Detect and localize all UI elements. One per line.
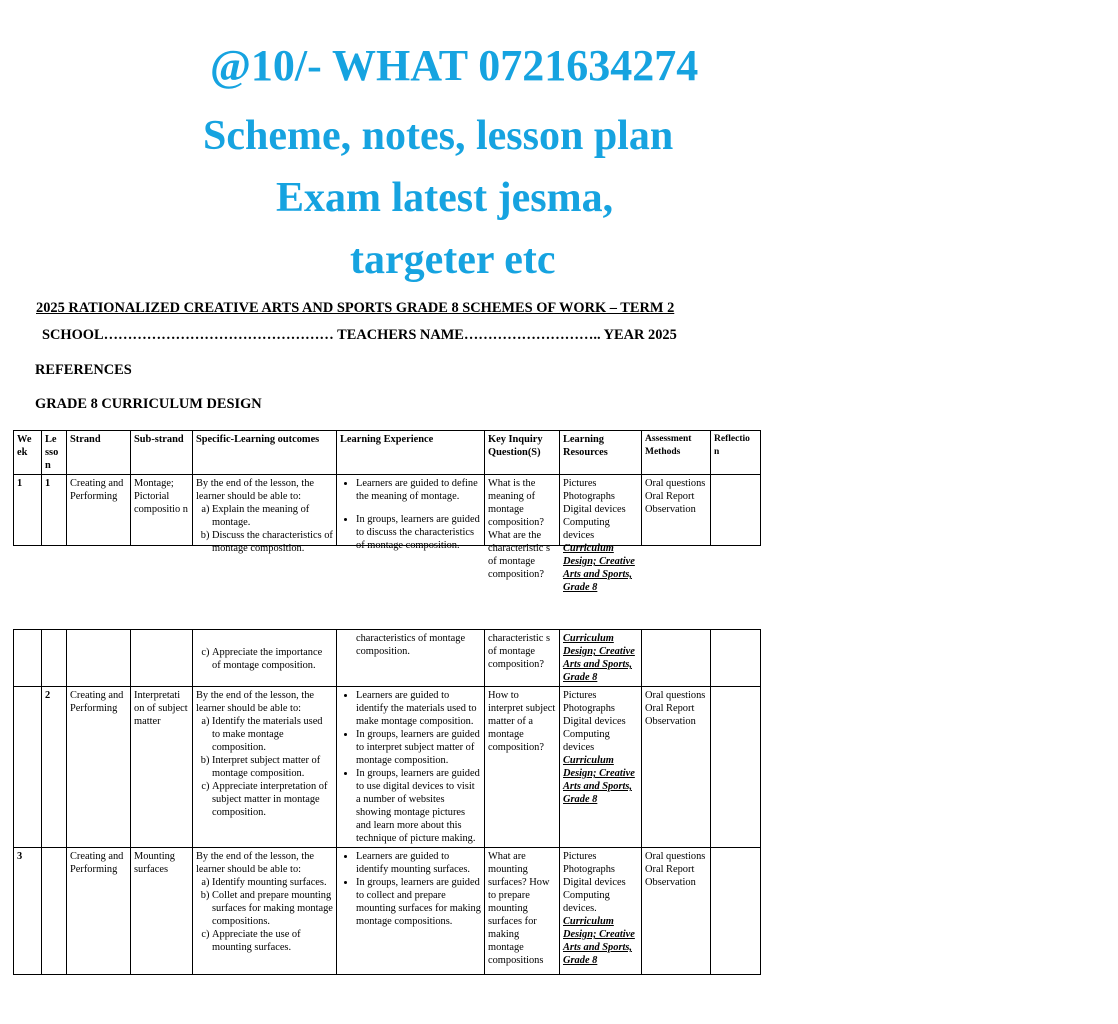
outcome-item: a. Identify the materials used to make montage composition. [212,715,333,754]
outcomes-cell [193,848,337,975]
curriculum-reference: Curriculum Design; Creative Arts and Sports, Grade 8 [563,633,635,683]
strand-cell [67,630,131,687]
experience-item: • Learners are guided to identify the materials used to make montage composition. [356,689,481,728]
assessment-item: Oral Report [645,864,695,875]
school-line: SCHOOL………………………………………… TEACHERS NAME……………………….. YEAR 2025 [42,327,677,343]
lesson-cell: 1 [42,475,67,546]
assessment-item: Oral questions [645,690,706,701]
experience-item: • In groups, learners are guided to use digital devices to visit a number of websites showing montage pictures and learn more about this technique of picture making. [356,767,481,845]
inquiry-continued: characteristic s of montage composition? [488,633,551,670]
substrand-cell [131,630,193,687]
week-cell: 1 [14,475,42,546]
resource-item: Computing devices. [563,890,610,914]
strand-cell: Creating and Performing [67,687,131,848]
inquiry-cell [485,475,560,580]
experience-cell [337,475,485,551]
header-week: We ek [14,431,42,475]
header-outcomes: Specific-Learning outcomes [193,431,337,475]
inquiry-cell [485,848,560,975]
substrand-cell: Mounting surfaces [131,848,193,975]
table-row [14,687,761,848]
assessment-cell [642,848,711,975]
outcome-item: b. Discuss the characteristics of montage composition. [212,529,333,555]
substrand-cell: Interpretati on of subject matter [131,687,193,848]
inquiry-text: What are mounting surfaces? How to prepare mounting surfaces for making montage compositions [488,851,550,966]
curriculum-design-heading: GRADE 8 CURRICULUM DESIGN [35,396,262,412]
table-row [14,848,761,975]
header-resources: Learning Resources [560,431,642,475]
experience-cell [337,848,485,975]
strand-cell: Creating and Performing [67,848,131,975]
table-row [14,630,761,687]
resource-item: Photographs [563,703,615,714]
assessment-item: Observation [645,716,696,727]
lesson-cell [42,848,67,975]
assessment-cell [642,687,711,848]
outcomes-intro: By the end of the lesson, the learner should be able to: [196,690,315,714]
table-header-row [14,431,761,475]
reflection-cell [711,687,761,848]
header-inquiry: Key Inquiry Question(S) [485,431,560,475]
ad-line-offer: Scheme, notes, lesson plan [203,113,674,159]
assessment-item: Observation [645,504,696,515]
ad-line-exam: Exam latest jesma, [276,175,614,221]
outcome-item: c. Appreciate interpretation of subject matter in montage composition. [212,780,333,819]
resource-item: Photographs [563,864,615,875]
outcomes-cell [193,630,337,687]
references-heading: REFERENCES [35,362,132,378]
document-title: 2025 RATIONALIZED CREATIVE ARTS AND SPORTS GRADE 8 SCHEMES OF WORK – TERM 2 [36,300,675,316]
assessment-cell [642,475,711,546]
resource-item: Computing devices [563,517,610,541]
assessment-item: Oral Report [645,703,695,714]
assessment-item: Oral Report [645,491,695,502]
resources-cell [560,475,642,593]
experience-item: • In groups, learners are guided to discuss the characteristics of montage composition. [356,513,481,552]
substrand-cell: Montage; Pictorial compositio n [131,475,193,546]
assessment-item: Observation [645,877,696,888]
experience-item: • In groups, learners are guided to interpret subject matter of montage composition. [356,728,481,767]
scheme-table-page-1 [13,430,761,593]
resources-cell [560,687,642,848]
experience-item: • In groups, learners are guided to collect and prepare mounting surfaces for making montage compositions. [356,876,481,928]
experience-item: • Learners are guided to identify mounting surfaces. [356,850,481,876]
inquiry-text: What is the meaning of montage composition? What are the characteristic s of montage composition? [488,478,551,580]
assessment-cell [642,630,711,687]
lesson-cell: 2 [42,687,67,848]
resource-item: Pictures [563,478,597,489]
header-lesson: Le sso n [42,431,67,475]
outcomes-cell [193,475,337,554]
ad-line-more: targeter etc [350,237,556,283]
reflection-cell [711,630,761,687]
reflection-cell [711,475,761,546]
header-experience: Learning Experience [337,431,485,475]
header-reflection: Reflectio n [711,431,761,475]
inquiry-cell [485,630,560,687]
outcome-item: c. Appreciate the use of mounting surfaces. [212,928,333,954]
header-strand: Strand [67,431,131,475]
inquiry-cell: How to interpret subject matter of a montage composition? [485,687,560,848]
scheme-table-page-2 [13,629,761,975]
experience-item: • Learners are guided to define the meaning of montage. [356,477,481,503]
curriculum-reference: Curriculum Design; Creative Arts and Sports, Grade 8 [563,916,635,966]
assessment-item: Oral questions [645,851,706,862]
week-cell [14,630,42,687]
outcome-item: a. Identify mounting surfaces. [212,876,333,889]
resource-item: Pictures [563,690,597,701]
week-cell [14,687,42,848]
week-cell: 3 [14,848,42,975]
lesson-cell [42,630,67,687]
resource-item: Computing devices [563,729,610,753]
resource-item: Digital devices [563,716,626,727]
curriculum-reference: Curriculum Design; Creative Arts and Sports, Grade 8 [563,755,635,805]
experience-cell [337,630,485,687]
outcomes-cell [193,687,337,848]
experience-continued: characteristics of montage composition. [356,633,466,657]
table-row [14,475,761,546]
assessment-item: Oral questions [645,478,706,489]
resources-cell [560,630,642,687]
header-substrand: Sub-strand [131,431,193,475]
curriculum-reference: Curriculum Design; Creative Arts and Sports, Grade 8 [563,543,635,593]
resource-item: Photographs [563,491,615,502]
outcome-item: b. Collet and prepare mounting surfaces for making montage compositions. [212,889,333,928]
resource-item: Pictures [563,851,597,862]
outcome-item: b. Interpret subject matter of montage composition. [212,754,333,780]
experience-cell [337,687,485,848]
outcomes-intro: By the end of the lesson, the learner should be able to: [196,851,315,875]
resource-item: Digital devices [563,504,626,515]
outcome-item: a. Explain the meaning of montage. [212,503,333,529]
reflection-cell [711,848,761,975]
resource-item: Digital devices [563,877,626,888]
strand-cell: Creating and Performing [67,475,131,546]
outcomes-intro: By the end of the lesson, the learner should be able to: [196,478,315,502]
ad-line-phone: @10/- WHAT 0721634274 [210,41,699,90]
resources-cell [560,848,642,975]
header-assessment: Assessment Methods [642,431,711,475]
outcome-item: c. Appreciate the importance of montage composition. [212,646,333,672]
